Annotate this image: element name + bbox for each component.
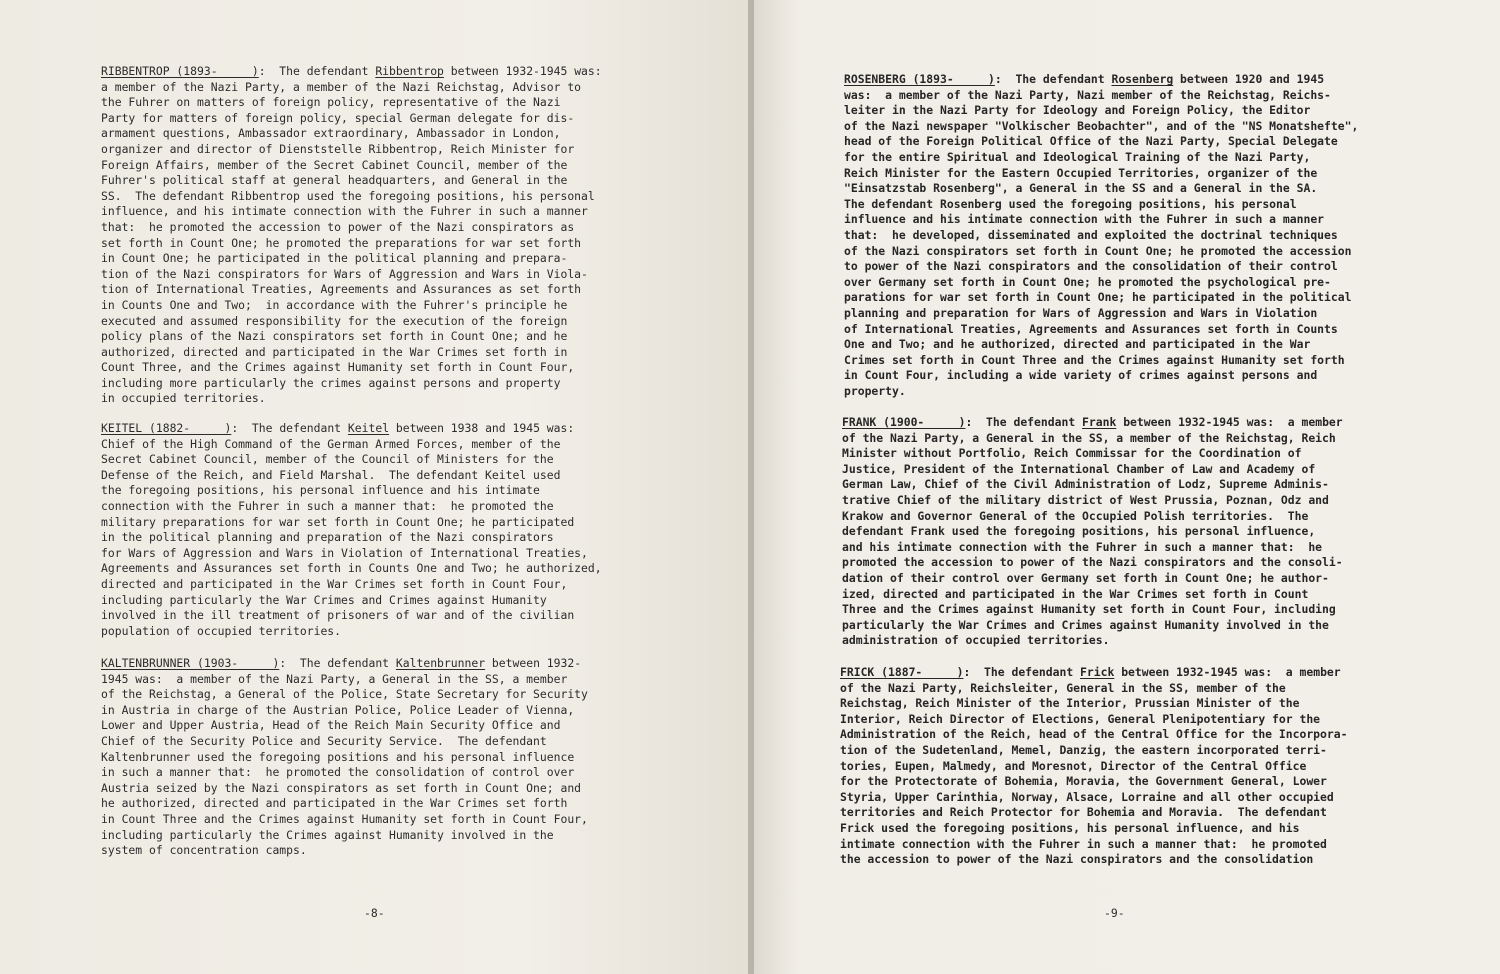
defendant-name-ref: Frick	[1080, 665, 1115, 679]
text-line: tion of the Nazi conspirators for Wars of Aggression and Wars in Viola-	[101, 266, 588, 281]
defendant-name-ref: Frank	[1082, 415, 1117, 429]
text-line: set forth in Count One; he promoted the preparations for war set forth	[101, 235, 582, 250]
page-number: -8-	[364, 906, 385, 920]
text-line: tion of the Sudetenland, Memel, Danzig, the eastern incorporated terri-	[840, 742, 1327, 757]
text-line: of the Nazi Party, Reichsleiter, General in the SS, member of the	[840, 680, 1286, 695]
defendant-heading: KEITEL (1882- )	[101, 421, 232, 435]
text-line: Lower and Upper Austria, Head of the Reich Main Security Office and	[101, 718, 561, 733]
text-line: and his intimate connection with the Fuhrer in such a manner that: he	[842, 539, 1323, 554]
text-line: organizer and director of Dienststelle Ribbentrop, Reich Minister for	[101, 141, 575, 156]
text-line: Kaltenbrunner used the foregoing positions and his personal influence	[101, 749, 575, 764]
text-line: influence and his intimate connection with the Fuhrer in such a manner	[844, 212, 1325, 227]
heading-rest: between 1920 and 1945	[1173, 72, 1325, 86]
text-line: Defense of the Reich, and Field Marshal. The defendant Keitel used	[101, 467, 561, 482]
text-line: Three and the Crimes against Humanity set forth in Count Four, including	[842, 602, 1336, 617]
text-line: over Germany set forth in Count One; he promoted the psychological pre-	[844, 274, 1331, 289]
text-line: of the Reichstag, a General of the Police, State Secretary for Security	[101, 687, 588, 702]
text-line: including particularly the War Crimes and Crimes against Humanity	[101, 592, 547, 607]
left-page	[0, 0, 748, 974]
text-line: that: he promoted the accession to power of the Nazi conspirators as	[101, 219, 575, 234]
text-line: Fuhrer's political staff at general headquarters, and General in the	[101, 173, 568, 188]
text-line: military preparations for war set forth in Count One; he participated	[101, 514, 575, 529]
text-line: authorized, directed and participated in the War Crimes set forth in	[101, 344, 568, 359]
heading-intro: : The defendant	[231, 421, 348, 435]
section-heading-line	[840, 665, 1347, 681]
text-line: Minister without Portfolio, Reich Commissar for the Coordination of	[842, 446, 1302, 461]
defendant-heading: KALTENBRUNNER (1903- )	[101, 656, 280, 670]
text-line: Crimes set forth in Count Three and the Crimes against Humanity set forth	[844, 352, 1345, 367]
text-line: of International Treaties, Agreements and Assurances set forth in Counts	[844, 321, 1338, 336]
text-line: trative Chief of the military district of West Prussia, Poznan, Odz and	[842, 492, 1329, 507]
text-line: Party for matters of foreign policy, special German delegate for dis-	[101, 110, 575, 125]
text-line: directed and participated in the War Crimes set forth in Count Four,	[101, 576, 568, 591]
text-line: tories, Eupen, Malmedy, and Moresnot, Director of the Central Office	[840, 758, 1307, 773]
text-line: Reich Minister for the Eastern Occupied Territories, organizer of the	[844, 165, 1318, 180]
section-heading-line	[101, 421, 602, 437]
defendant-heading: ROSENBERG (1893- )	[844, 72, 995, 86]
text-line: including particularly the Crimes against Humanity involved in the	[101, 827, 554, 842]
text-line: of the Nazi Party, a General in the SS, a member of the Reichstag, Reich	[842, 430, 1336, 445]
text-line: promoted the accession to power of the Nazi conspirators and the consoli-	[842, 555, 1343, 570]
section-body	[101, 437, 602, 640]
section-frank	[842, 415, 1343, 649]
text-line: German Law, Chief of the Civil Administration of Lodz, Supreme Adminis-	[842, 477, 1329, 492]
text-line: Agreements and Assurances set forth in Counts One and Two; he authorized,	[101, 561, 602, 576]
section-kaltenbrunner	[101, 656, 588, 859]
page-number: -9-	[1104, 906, 1125, 920]
text-line: connection with the Fuhrer in such a manner that: he promoted the	[101, 498, 554, 513]
text-line: influence, and his intimate connection with the Fuhrer in such a manner	[101, 204, 588, 219]
heading-intro: : The defendant	[258, 64, 376, 78]
defendant-heading: FRANK (1900- )	[842, 415, 966, 429]
text-line: for Wars of Aggression and Wars in Violation of International Treaties,	[101, 545, 588, 560]
text-line: was: a member of the Nazi Party, Nazi member of the Reichstag, Reichs-	[844, 87, 1331, 102]
section-ribbentrop	[101, 64, 602, 407]
text-line: including more particularly the crimes against persons and property	[101, 375, 561, 390]
text-line: Reichstag, Reich Minister of the Interior, Prussian Minister of the	[840, 696, 1300, 711]
text-line: armament questions, Ambassador extraordinary, Ambassador in London,	[101, 126, 561, 141]
text-line: he authorized, directed and participated in the War Crimes set forth	[101, 796, 568, 811]
section-heading-line	[101, 656, 588, 672]
heading-intro: : The defendant	[279, 656, 396, 670]
heading-rest: between 1932-1945 was:	[443, 64, 602, 78]
text-line: Secret Cabinet Council, member of the Council of Ministers for the	[101, 452, 554, 467]
text-line: system of concentration camps.	[101, 843, 307, 858]
section-body	[842, 431, 1343, 649]
text-line: planning and preparation for Wars of Aggression and Wars in Violation	[844, 305, 1318, 320]
text-line: Justice, President of the International Chamber of Law and Academy of	[842, 461, 1316, 476]
text-line: dation of their control over Germany set forth in Count One; he author-	[842, 570, 1329, 585]
text-line: the foregoing positions, his personal influence and his intimate	[101, 483, 540, 498]
text-line: Austria seized by the Nazi conspirators as set forth in Count One; and	[101, 780, 582, 795]
text-line: Frick used the foregoing positions, his personal influence, and his	[840, 820, 1300, 835]
text-line: defendant Frank used the foregoing positions, his personal influence,	[842, 524, 1316, 539]
text-line: a member of the Nazi Party, a member of the Nazi Reichstag, Advisor to	[101, 79, 582, 94]
heading-intro: : The defendant	[963, 665, 1081, 679]
text-line: Count Three, and the Crimes against Humanity set forth in Count Four,	[101, 360, 575, 375]
text-line: tion of International Treaties, Agreements and Assurances as set forth	[101, 282, 582, 297]
heading-rest: between 1932-	[485, 656, 582, 670]
text-line: territories and Reich Protector for Bohemia and Moravia. The defendant	[840, 805, 1327, 820]
heading-rest: between 1932-1945 was: a member	[1114, 665, 1341, 679]
text-line: in Count One; he participated in the political planning and prepara-	[101, 251, 568, 266]
section-rosenberg	[844, 72, 1358, 399]
text-line: population of occupied territories.	[101, 623, 342, 638]
text-line: leiter in the Nazi Party for Ideology and Foreign Policy, the Editor	[844, 103, 1311, 118]
text-line: in occupied territories.	[101, 391, 266, 406]
text-line: Chief of the Security Police and Security Service. The defendant	[101, 733, 547, 748]
text-line: head of the Foreign Political Office of the Nazi Party, Special Delegate	[844, 134, 1338, 149]
heading-intro: : The defendant	[994, 72, 1112, 86]
text-line: SS. The defendant Ribbentrop used the foregoing positions, his personal	[101, 188, 595, 203]
defendant-name-ref: Ribbentrop	[375, 64, 444, 78]
text-line: administration of occupied territories.	[842, 633, 1110, 648]
text-line: executed and assumed responsibility for the execution of the foreign	[101, 313, 568, 328]
text-line: that: he developed, disseminated and exploited the doctrinal techniques	[844, 227, 1338, 242]
text-line: Administration of the Reich, head of the Central Office for the Incorpora-	[840, 727, 1348, 742]
text-line: Styria, Upper Carinthia, Norway, Alsace, Lorraine and all other occupied	[840, 789, 1334, 804]
text-line: of the Nazi newspaper "Volkischer Beobachter", and of the "NS Monatshefte",	[844, 118, 1359, 133]
text-line: in the political planning and preparation of the Nazi conspirators	[101, 530, 554, 545]
text-line: Chief of the High Command of the German Armed Forces, member of the	[101, 436, 561, 451]
defendant-heading: RIBBENTROP (1893- )	[101, 64, 259, 78]
text-line: One and Two; and he authorized, directed and participated in the War	[844, 337, 1311, 352]
text-line: the accession to power of the Nazi conspirators and the consolidation	[840, 852, 1314, 867]
text-line: intimate connection with the Fuhrer in such a manner that: he promoted	[840, 836, 1327, 851]
heading-rest: between 1932-1945 was: a member	[1116, 415, 1343, 429]
text-line: in Austria in charge of the Austrian Police, Police Leader of Vienna,	[101, 702, 575, 717]
text-line: ized, directed and participated in the War Crimes set forth in Count	[842, 586, 1309, 601]
text-line: in Count Three and the Crimes against Humanity set forth in Count Four,	[101, 811, 588, 826]
heading-intro: : The defendant	[965, 415, 1083, 429]
section-heading-line	[842, 415, 1343, 431]
section-frick	[840, 665, 1347, 868]
section-heading-line	[101, 64, 602, 80]
text-line: policy plans of the Nazi conspirators set forth in Count One; and he	[101, 329, 568, 344]
text-line: the Fuhrer on matters of foreign policy, representative of the Nazi	[101, 95, 561, 110]
text-line: parations for war set forth in Count One; he participated in the political	[844, 290, 1352, 305]
defendant-name-ref: Kaltenbrunner	[395, 656, 486, 670]
section-heading-line	[844, 72, 1358, 88]
text-line: 1945 was: a member of the Nazi Party, a General in the SS, a member	[101, 671, 568, 686]
section-body	[101, 672, 588, 859]
section-body	[101, 80, 602, 407]
text-line: for the Protectorate of Bohemia, Moravia, the Government General, Lower	[840, 774, 1327, 789]
text-line: of the Nazi conspirators set forth in Count One; he promoted the accession	[844, 243, 1352, 258]
text-line: property.	[844, 383, 906, 398]
text-line: involved in the ill treatment of prisoners of war and of the civilian	[101, 608, 575, 623]
heading-rest: between 1938 and 1945 was:	[389, 421, 575, 435]
text-line: in Counts One and Two; in accordance with the Fuhrer's principle he	[101, 297, 568, 312]
text-line: "Einsatzstab Rosenberg", a General in the SS and a General in the SA.	[844, 181, 1318, 196]
section-body	[840, 681, 1347, 868]
text-line: particularly the War Crimes and Crimes against Humanity involved in the	[842, 617, 1329, 632]
right-page	[754, 0, 1500, 974]
section-body	[844, 88, 1358, 400]
defendant-heading: FRICK (1887- )	[840, 665, 964, 679]
text-line: in such a manner that: he promoted the consolidation of control over	[101, 765, 575, 780]
text-line: The defendant Rosenberg used the foregoing positions, his personal	[844, 196, 1297, 211]
defendant-name-ref: Keitel	[347, 421, 390, 435]
defendant-name-ref: Rosenberg	[1111, 72, 1174, 86]
text-line: Krakow and Governor General of the Occupied Polish territories. The	[842, 508, 1309, 523]
text-line: for the entire Spiritual and Ideological Training of the Nazi Party,	[844, 149, 1311, 164]
text-line: to power of the Nazi conspirators and the consolidation of their control	[844, 259, 1338, 274]
text-line: Foreign Affairs, member of the Secret Cabinet Council, member of the	[101, 157, 568, 172]
text-line: in Count Four, including a wide variety of crimes against persons and	[844, 368, 1318, 383]
section-keitel	[101, 421, 602, 639]
text-line: Interior, Reich Director of Elections, General Plenipotentiary for the	[840, 711, 1321, 726]
